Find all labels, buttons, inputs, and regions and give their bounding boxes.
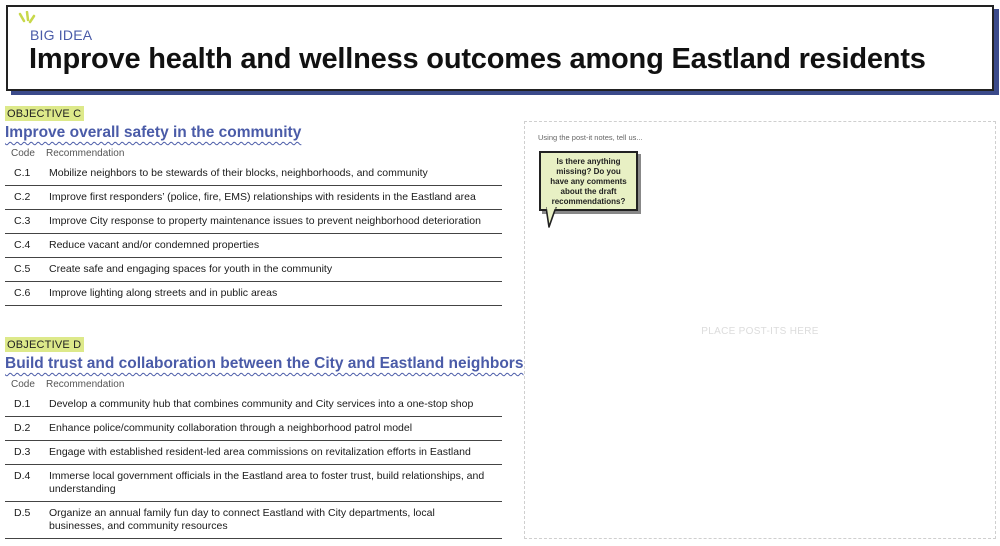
- row-code: D.5: [14, 507, 31, 519]
- row-code: C.5: [14, 263, 31, 275]
- post-it-placeholder: PLACE POST-ITS HERE: [701, 326, 819, 337]
- speech-bubble: Is there anything missing? Do you have any comments about the draft recommendations?: [539, 151, 638, 211]
- objective-title: Improve overall safety in the community: [5, 124, 302, 141]
- row-code: D.4: [14, 470, 31, 482]
- table-row: [5, 186, 502, 210]
- table-row: [5, 393, 502, 417]
- objective-title: Build trust and collaboration between the City and Eastland neighbors: [5, 355, 524, 372]
- row-code: C.6: [14, 287, 31, 299]
- table-row: [5, 282, 502, 306]
- panel-hint: Using the post-it notes, tell us...: [538, 133, 643, 142]
- row-code: D.3: [14, 446, 31, 458]
- table-row: [5, 234, 502, 258]
- objective-tag: OBJECTIVE C: [5, 106, 84, 121]
- row-text: Engage with established resident-led area commissions on revitalization efforts in Eastland: [49, 446, 471, 458]
- row-code: C.1: [14, 167, 31, 179]
- table-header: [5, 379, 502, 393]
- page-title: Improve health and wellness outcomes among Eastland residents: [29, 43, 926, 75]
- row-text: Improve City response to property maintenance issues to prevent neighborhood deterioration: [49, 215, 481, 227]
- big-idea-header: [6, 5, 994, 91]
- table-row: [5, 417, 502, 441]
- row-code: C.3: [14, 215, 31, 227]
- recommendation-column-header: Recommendation: [46, 379, 125, 390]
- table-header: [5, 148, 502, 162]
- row-text: Improve first responders’ (police, fire, EMS) relationships with residents in the Eastland area: [49, 191, 476, 203]
- table-row: [5, 441, 502, 465]
- table-row: [5, 465, 502, 502]
- post-it-area[interactable]: [524, 121, 996, 539]
- speech-bubble-tail-icon: [546, 207, 558, 229]
- row-code: C.4: [14, 239, 31, 251]
- code-column-header: Code: [11, 379, 35, 390]
- row-text: Improve lighting along streets and in public areas: [49, 287, 278, 299]
- row-code: D.1: [14, 398, 31, 410]
- objective-d-section: [5, 335, 524, 539]
- row-code: C.2: [14, 191, 31, 203]
- row-text: Reduce vacant and/or condemned properties: [49, 239, 260, 251]
- table-row: [5, 162, 502, 186]
- big-idea-label: BIG IDEA: [30, 27, 93, 43]
- row-text: Enhance police/community collaboration through a neighborhood patrol model: [49, 422, 413, 434]
- row-text: Develop a community hub that combines community and City services into a one-stop shop: [49, 398, 474, 410]
- row-text: Create safe and engaging spaces for youth in the community: [49, 263, 333, 275]
- row-text: Immerse local government officials in the Eastland area to foster trust, build relationships, and understanding: [49, 470, 485, 495]
- row-text: Organize an annual family fun day to connect Eastland with City departments, local businesses, and community resources: [49, 507, 435, 532]
- objective-c-section: [5, 104, 502, 306]
- row-code: D.2: [14, 422, 31, 434]
- row-text: Mobilize neighbors to be stewards of their blocks, neighborhoods, and community: [49, 167, 428, 179]
- objective-tag: OBJECTIVE D: [5, 337, 84, 352]
- table-row: [5, 258, 502, 282]
- table-row: [5, 210, 502, 234]
- recommendation-column-header: Recommendation: [46, 148, 125, 159]
- code-column-header: Code: [11, 148, 35, 159]
- table-row: [5, 502, 502, 539]
